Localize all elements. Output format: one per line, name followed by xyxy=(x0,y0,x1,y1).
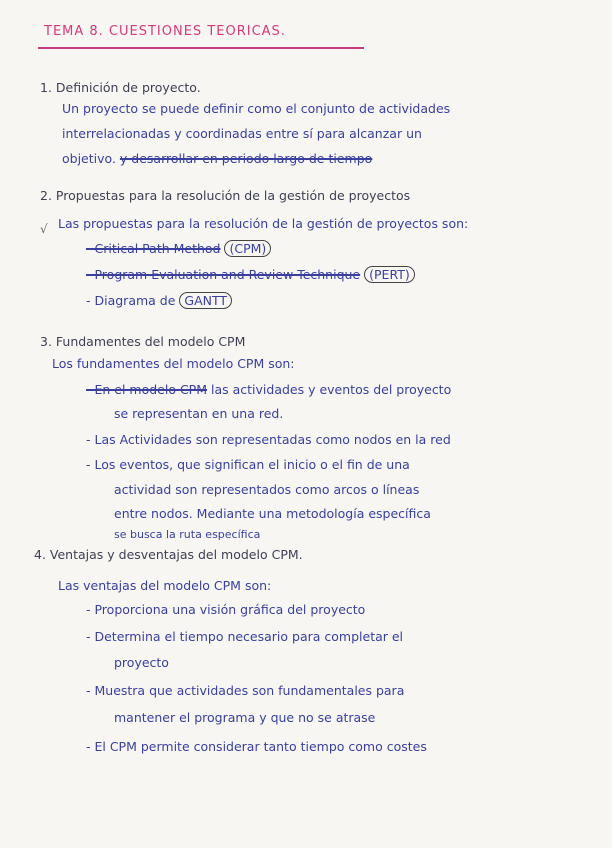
s1-line-2: interrelacionadas y coordinadas entre sí para alcanzar un xyxy=(62,126,422,141)
s2-bullet-1-abbrev: (CPM) xyxy=(224,240,271,257)
s4-bullet-3: - Muestra que actividades son fundamentales para xyxy=(86,683,405,698)
s3-bullet-1-text: las actividades y eventos del proyecto xyxy=(211,382,452,397)
s3-intro: Los fundamentes del modelo CPM son: xyxy=(52,356,295,371)
s2-bullet-2-text: - Program Evaluation and Review Technique xyxy=(86,267,361,282)
s3-bullet-1 xyxy=(86,382,451,397)
section-2-heading: 2. Propuestas para la resolución de la gestión de proyectos xyxy=(40,188,411,203)
s2-bullet-1 xyxy=(86,240,271,257)
s2-bullet-3-abbrev: GANTT xyxy=(179,292,232,309)
s1-line-1: Un proyecto se puede definir como el conjunto de actividades xyxy=(62,101,451,116)
title-underline xyxy=(38,47,364,49)
section-4-heading: 4. Ventajas y desventajas del modelo CPM. xyxy=(34,547,303,562)
s3-bullet-3-cont-2: entre nodos. Mediante una metodología específica xyxy=(114,506,431,521)
s4-bullet-2: - Determina el tiempo necesario para completar el xyxy=(86,629,404,644)
s2-bullet-3 xyxy=(86,292,232,309)
s3-bullet-1-cont: se representan en una red. xyxy=(114,406,284,421)
check-mark: √ xyxy=(40,222,48,236)
s2-bullet-2 xyxy=(86,266,415,283)
s2-bullet-2-abbrev: (PERT) xyxy=(364,266,415,283)
s4-bullet-4: - El CPM permite considerar tanto tiempo como costes xyxy=(86,739,427,754)
page-title: TEMA 8. CUESTIONES TEORICAS. xyxy=(44,24,286,39)
s1-crossed-text: y desarrollar en periodo largo de tiempo xyxy=(119,151,373,166)
s1-line-3-text: objetivo. xyxy=(62,151,116,166)
s3-bullet-3-cont-1: actividad son representados como arcos o líneas xyxy=(114,482,420,497)
s2-intro: Las propuestas para la resolución de la gestión de proyectos son: xyxy=(58,216,469,231)
s4-bullet-2-cont: proyecto xyxy=(114,655,169,670)
s1-line-3 xyxy=(62,151,372,166)
s2-bullet-3-text: - Diagrama de xyxy=(86,293,176,308)
section-1-heading: 1. Definición de proyecto. xyxy=(40,80,201,95)
s4-bullet-1: - Proporciona una visión gráfica del proyecto xyxy=(86,602,366,617)
s3-bullet-3: - Los eventos, que significan el inicio o el fin de una xyxy=(86,457,410,472)
s4-intro: Las ventajas del modelo CPM son: xyxy=(58,578,272,593)
s3-bullet-2: - Las Actividades son representadas como nodos en la red xyxy=(86,432,451,447)
s4-bullet-3-cont: mantener el programa y que no se atrase xyxy=(114,710,376,725)
s3-bullet-1-crossed: - En el modelo CPM xyxy=(86,382,208,397)
section-3-heading: 3. Fundamentes del modelo CPM xyxy=(40,334,246,349)
s2-bullet-1-text: - Critical Path Method xyxy=(86,241,221,256)
s3-bullet-3-cont-3: se busca la ruta específica xyxy=(114,528,261,541)
